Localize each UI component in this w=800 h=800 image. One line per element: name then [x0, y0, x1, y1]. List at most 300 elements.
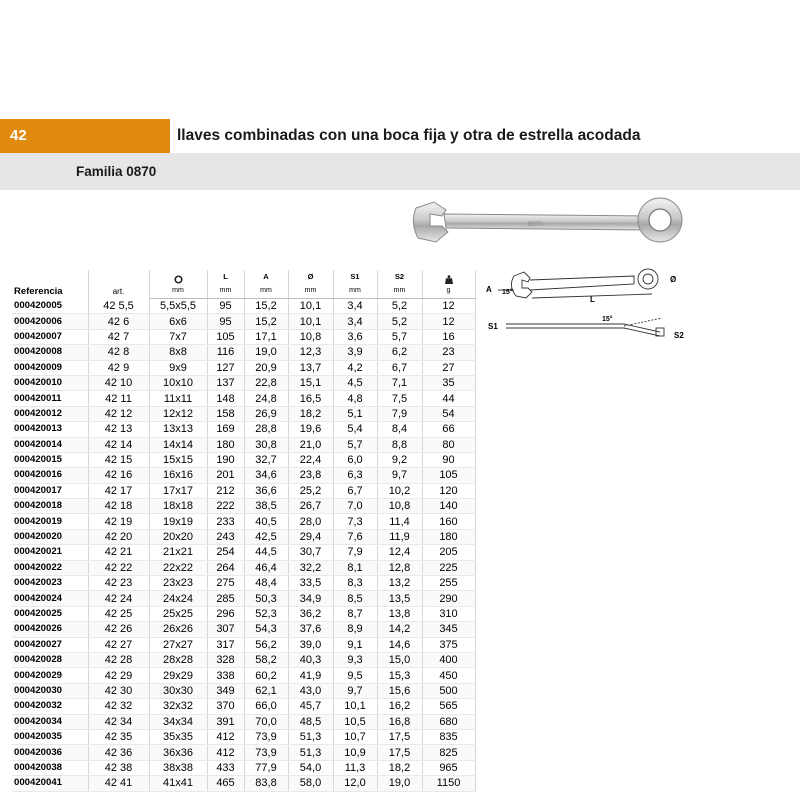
cell-weight: 400: [422, 652, 475, 667]
cell-s2: 15,6: [377, 683, 422, 698]
cell-d: 39,0: [288, 637, 333, 652]
cell-size: 29x29: [149, 668, 207, 683]
cell-d: 22,4: [288, 452, 333, 467]
cell-s1: 4,8: [333, 391, 377, 406]
header-d-label: Ø: [307, 272, 314, 281]
cell-weight: 205: [422, 545, 475, 560]
cell-referencia: 000420032: [12, 699, 88, 714]
cell-size: 27x27: [149, 637, 207, 652]
table-row: [12, 576, 475, 591]
cell-art: 42 7: [88, 329, 149, 344]
header-s2: [377, 270, 422, 284]
cell-s2: 9,7: [377, 468, 422, 483]
header-s1-label: S1: [350, 272, 360, 281]
diagram-label-a: A: [486, 285, 492, 294]
cell-l: 95: [207, 314, 244, 329]
cell-referencia: 000420019: [12, 514, 88, 529]
cell-a: 17,1: [244, 329, 288, 344]
cell-referencia: 000420035: [12, 729, 88, 744]
header-a: [244, 270, 288, 284]
cell-s2: 14,2: [377, 622, 422, 637]
cell-size: 8x8: [149, 345, 207, 360]
cell-a: 56,2: [244, 637, 288, 652]
cell-weight: 120: [422, 483, 475, 498]
svg-text:BETA: BETA: [528, 222, 544, 228]
cell-s1: 11,3: [333, 760, 377, 775]
cell-size: 26x26: [149, 622, 207, 637]
cell-a: 22,8: [244, 375, 288, 390]
table-row: [12, 622, 475, 637]
cell-s2: 12,4: [377, 545, 422, 560]
cell-art: 42 18: [88, 499, 149, 514]
cell-l: 264: [207, 560, 244, 575]
cell-d: 33,5: [288, 576, 333, 591]
cell-s1: 7,0: [333, 499, 377, 514]
cell-s1: 3,4: [333, 299, 377, 314]
section-number: 42: [0, 119, 170, 153]
cell-s1: 9,1: [333, 637, 377, 652]
cell-weight: 12: [422, 299, 475, 314]
table-row: [12, 345, 475, 360]
cell-size: 16x16: [149, 468, 207, 483]
cell-l: 169: [207, 422, 244, 437]
cell-referencia: 000420020: [12, 529, 88, 544]
cell-art: 42 27: [88, 637, 149, 652]
cell-weight: 23: [422, 345, 475, 360]
cell-weight: 825: [422, 745, 475, 760]
header-a-unit: mm: [260, 287, 272, 294]
cell-d: 10,1: [288, 299, 333, 314]
cell-s1: 5,4: [333, 422, 377, 437]
cell-a: 46,4: [244, 560, 288, 575]
table-row: [12, 452, 475, 467]
cell-s2: 9,2: [377, 452, 422, 467]
cell-art: 42 9: [88, 360, 149, 375]
cell-a: 24,8: [244, 391, 288, 406]
cell-referencia: 000420018: [12, 499, 88, 514]
cell-d: 28,0: [288, 514, 333, 529]
cell-d: 12,3: [288, 345, 333, 360]
table-row: [12, 406, 475, 421]
cell-s1: 7,6: [333, 529, 377, 544]
table-row: [12, 745, 475, 760]
cell-art: 42 35: [88, 729, 149, 744]
cell-s1: 10,9: [333, 745, 377, 760]
cell-referencia: 000420028: [12, 652, 88, 667]
cell-l: 412: [207, 729, 244, 744]
cell-size: 35x35: [149, 729, 207, 744]
cell-referencia: 000420008: [12, 345, 88, 360]
wrench-photo: [408, 196, 688, 251]
cell-weight: 1150: [422, 776, 475, 791]
cell-l: 412: [207, 745, 244, 760]
cell-l: 465: [207, 776, 244, 791]
cell-s2: 11,9: [377, 529, 422, 544]
cell-referencia: 000420026: [12, 622, 88, 637]
table-row: [12, 652, 475, 667]
cell-art: 42 13: [88, 422, 149, 437]
cell-art: 42 23: [88, 576, 149, 591]
cell-d: 10,1: [288, 314, 333, 329]
table-row: [12, 683, 475, 698]
table-row: [12, 299, 475, 314]
cell-art: 42 34: [88, 714, 149, 729]
cell-d: 51,3: [288, 729, 333, 744]
table-row: [12, 668, 475, 683]
cell-s1: 3,9: [333, 345, 377, 360]
cell-l: 285: [207, 591, 244, 606]
cell-art: 42 24: [88, 591, 149, 606]
cell-l: 349: [207, 683, 244, 698]
cell-l: 105: [207, 329, 244, 344]
cell-size: 34x34: [149, 714, 207, 729]
cell-s1: 9,5: [333, 668, 377, 683]
cell-s1: 4,2: [333, 360, 377, 375]
cell-s2: 6,7: [377, 360, 422, 375]
cell-size: 25x25: [149, 606, 207, 621]
cell-s1: 8,7: [333, 606, 377, 621]
cell-d: 58,0: [288, 776, 333, 791]
cell-s1: 5,7: [333, 437, 377, 452]
cell-size: 9x9: [149, 360, 207, 375]
spec-table: [12, 270, 476, 792]
cell-s2: 11,4: [377, 514, 422, 529]
cell-d: 30,7: [288, 545, 333, 560]
cell-referencia: 000420011: [12, 391, 88, 406]
cell-s1: 10,1: [333, 699, 377, 714]
header-s2-label: S2: [394, 272, 405, 281]
cell-d: 48,5: [288, 714, 333, 729]
header-l-unit: mm: [219, 287, 232, 294]
cell-referencia: 000420038: [12, 760, 88, 775]
table-row: [12, 437, 475, 452]
cell-s1: 4,5: [333, 375, 377, 390]
table-row: [12, 591, 475, 606]
cell-l: 95: [207, 299, 244, 314]
cell-referencia: 000420023: [12, 576, 88, 591]
header-a-label: A: [263, 272, 269, 281]
family-label: Familia 0870: [76, 164, 157, 179]
cell-size: 18x18: [149, 499, 207, 514]
cell-s1: 6,0: [333, 452, 377, 467]
cell-s1: 10,5: [333, 714, 377, 729]
diagram-label-angle-side: 15°: [602, 316, 613, 323]
cell-weight: 290: [422, 591, 475, 606]
cell-weight: 255: [422, 576, 475, 591]
cell-art: 42 6: [88, 314, 149, 329]
cell-size: 23x23: [149, 576, 207, 591]
table-row: [12, 329, 475, 344]
wrench-diagram: [484, 258, 700, 358]
cell-s2: 13,5: [377, 591, 422, 606]
cell-d: 25,2: [288, 483, 333, 498]
cell-size: 41x41: [149, 776, 207, 791]
cell-art: 42 10: [88, 375, 149, 390]
cell-weight: 80: [422, 437, 475, 452]
cell-art: 42 16: [88, 468, 149, 483]
cell-s2: 10,8: [377, 499, 422, 514]
diagram-label-diameter: Ø: [670, 275, 677, 284]
cell-weight: 105: [422, 468, 475, 483]
cell-weight: 160: [422, 514, 475, 529]
cell-weight: 90: [422, 452, 475, 467]
cell-l: 317: [207, 637, 244, 652]
cell-a: 19,0: [244, 345, 288, 360]
cell-s2: 17,5: [377, 729, 422, 744]
cell-s2: 8,4: [377, 422, 422, 437]
cell-weight: 140: [422, 499, 475, 514]
cell-l: 148: [207, 391, 244, 406]
cell-s1: 9,7: [333, 683, 377, 698]
cell-referencia: 000420005: [12, 299, 88, 314]
cell-l: 275: [207, 576, 244, 591]
table-row: [12, 391, 475, 406]
cell-s1: 7,9: [333, 545, 377, 560]
cell-a: 38,5: [244, 499, 288, 514]
cell-s2: 5,2: [377, 314, 422, 329]
cell-weight: 565: [422, 699, 475, 714]
cell-d: 37,6: [288, 622, 333, 637]
header-size-unit: mm: [172, 287, 184, 294]
header-weight: [422, 270, 475, 284]
cell-d: 51,3: [288, 745, 333, 760]
table-row: [12, 729, 475, 744]
table-row: [12, 360, 475, 375]
cell-l: 190: [207, 452, 244, 467]
cell-s1: 8,1: [333, 560, 377, 575]
cell-art: 42 36: [88, 745, 149, 760]
cell-s1: 12,0: [333, 776, 377, 791]
cell-referencia: 000420015: [12, 452, 88, 467]
cell-l: 212: [207, 483, 244, 498]
cell-referencia: 000420025: [12, 606, 88, 621]
cell-a: 44,5: [244, 545, 288, 560]
cell-s1: 7,3: [333, 514, 377, 529]
cell-d: 15,1: [288, 375, 333, 390]
cell-a: 70,0: [244, 714, 288, 729]
header-s1: [333, 270, 377, 284]
cell-referencia: 000420036: [12, 745, 88, 760]
cell-a: 40,5: [244, 514, 288, 529]
header-size: [149, 270, 207, 284]
cell-s2: 15,3: [377, 668, 422, 683]
cell-weight: 965: [422, 760, 475, 775]
cell-l: 391: [207, 714, 244, 729]
cell-a: 42,5: [244, 529, 288, 544]
cell-d: 29,4: [288, 529, 333, 544]
cell-art: 42 29: [88, 668, 149, 683]
cell-l: 127: [207, 360, 244, 375]
cell-a: 36,6: [244, 483, 288, 498]
cell-size: 21x21: [149, 545, 207, 560]
header-d: [288, 270, 333, 284]
cell-referencia: 000420016: [12, 468, 88, 483]
cell-size: 17x17: [149, 483, 207, 498]
table-row: [12, 760, 475, 775]
cell-referencia: 000420027: [12, 637, 88, 652]
cell-d: 13,7: [288, 360, 333, 375]
weight-icon: [445, 275, 453, 284]
cell-art: 42 25: [88, 606, 149, 621]
cell-a: 20,9: [244, 360, 288, 375]
table-row: [12, 699, 475, 714]
cell-size: 19x19: [149, 514, 207, 529]
cell-a: 73,9: [244, 729, 288, 744]
cell-size: 38x38: [149, 760, 207, 775]
spec-table-body: [12, 299, 475, 792]
cell-s2: 5,7: [377, 329, 422, 344]
cell-d: 16,5: [288, 391, 333, 406]
nut-icon: [174, 275, 183, 284]
cell-referencia: 000420041: [12, 776, 88, 791]
table-row: [12, 314, 475, 329]
cell-a: 28,8: [244, 422, 288, 437]
cell-weight: 450: [422, 668, 475, 683]
cell-weight: 44: [422, 391, 475, 406]
cell-s2: 19,0: [377, 776, 422, 791]
table-row: [12, 375, 475, 390]
header-referencia: Referencia: [12, 270, 88, 299]
cell-s1: 8,5: [333, 591, 377, 606]
cell-s1: 6,3: [333, 468, 377, 483]
cell-s1: 8,3: [333, 576, 377, 591]
header-s1-unit: mm: [349, 287, 361, 294]
cell-a: 15,2: [244, 299, 288, 314]
cell-art: 42 21: [88, 545, 149, 560]
cell-l: 201: [207, 468, 244, 483]
cell-d: 23,8: [288, 468, 333, 483]
table-row: [12, 483, 475, 498]
table-row: [12, 776, 475, 791]
diagram-label-l: L: [590, 295, 595, 304]
cell-d: 54,0: [288, 760, 333, 775]
cell-size: 30x30: [149, 683, 207, 698]
cell-referencia: 000420021: [12, 545, 88, 560]
cell-l: 254: [207, 545, 244, 560]
diagram-label-s1: S1: [488, 322, 498, 331]
cell-size: 22x22: [149, 560, 207, 575]
cell-s1: 6,7: [333, 483, 377, 498]
cell-s2: 7,5: [377, 391, 422, 406]
cell-d: 18,2: [288, 406, 333, 421]
cell-weight: 27: [422, 360, 475, 375]
cell-d: 41,9: [288, 668, 333, 683]
cell-s2: 13,2: [377, 576, 422, 591]
cell-d: 34,9: [288, 591, 333, 606]
cell-art: 42 20: [88, 529, 149, 544]
cell-d: 40,3: [288, 652, 333, 667]
cell-s1: 5,1: [333, 406, 377, 421]
header-s2-unit: mm: [393, 287, 406, 294]
cell-l: 243: [207, 529, 244, 544]
cell-size: 5,5x5,5: [149, 299, 207, 314]
cell-size: 20x20: [149, 529, 207, 544]
cell-d: 45,7: [288, 699, 333, 714]
cell-size: 24x24: [149, 591, 207, 606]
cell-referencia: 000420010: [12, 375, 88, 390]
cell-weight: 375: [422, 637, 475, 652]
cell-art: 42 19: [88, 514, 149, 529]
cell-art: 42 12: [88, 406, 149, 421]
cell-size: 7x7: [149, 329, 207, 344]
table-row: [12, 606, 475, 621]
cell-a: 15,2: [244, 314, 288, 329]
cell-s2: 7,9: [377, 406, 422, 421]
cell-art: 42 22: [88, 560, 149, 575]
table-row: [12, 529, 475, 544]
cell-referencia: 000420024: [12, 591, 88, 606]
cell-size: 13x13: [149, 422, 207, 437]
cell-weight: 16: [422, 329, 475, 344]
cell-l: 158: [207, 406, 244, 421]
cell-a: 34,6: [244, 468, 288, 483]
cell-referencia: 000420022: [12, 560, 88, 575]
table-row: [12, 499, 475, 514]
cell-weight: 225: [422, 560, 475, 575]
cell-s2: 18,2: [377, 760, 422, 775]
cell-art: 42 26: [88, 622, 149, 637]
cell-a: 66,0: [244, 699, 288, 714]
cell-referencia: 000420029: [12, 668, 88, 683]
table-row: [12, 422, 475, 437]
cell-s2: 14,6: [377, 637, 422, 652]
cell-l: 370: [207, 699, 244, 714]
cell-weight: 680: [422, 714, 475, 729]
cell-art: 42 17: [88, 483, 149, 498]
cell-a: 62,1: [244, 683, 288, 698]
cell-l: 338: [207, 668, 244, 683]
table-row: [12, 560, 475, 575]
cell-s1: 3,4: [333, 314, 377, 329]
cell-s2: 15,0: [377, 652, 422, 667]
cell-art: 42 8: [88, 345, 149, 360]
table-row: [12, 514, 475, 529]
diagram-label-angle-top: 15°: [502, 289, 513, 296]
cell-a: 77,9: [244, 760, 288, 775]
header-l: [207, 270, 244, 284]
cell-s2: 5,2: [377, 299, 422, 314]
cell-d: 26,7: [288, 499, 333, 514]
cell-size: 6x6: [149, 314, 207, 329]
header-d-unit: mm: [304, 287, 317, 294]
cell-art: 42 30: [88, 683, 149, 698]
cell-referencia: 000420013: [12, 422, 88, 437]
cell-s2: 6,2: [377, 345, 422, 360]
cell-d: 36,2: [288, 606, 333, 621]
table-row: [12, 468, 475, 483]
cell-a: 26,9: [244, 406, 288, 421]
cell-size: 15x15: [149, 452, 207, 467]
cell-art: 42 14: [88, 437, 149, 452]
cell-a: 83,8: [244, 776, 288, 791]
cell-d: 19,6: [288, 422, 333, 437]
cell-weight: 35: [422, 375, 475, 390]
cell-size: 36x36: [149, 745, 207, 760]
header-l-label: L: [223, 272, 228, 281]
cell-d: 32,2: [288, 560, 333, 575]
cell-l: 116: [207, 345, 244, 360]
table-row: [12, 714, 475, 729]
table-row: [12, 637, 475, 652]
cell-size: 28x28: [149, 652, 207, 667]
cell-art: 42 11: [88, 391, 149, 406]
cell-art: 42 28: [88, 652, 149, 667]
cell-weight: 12: [422, 314, 475, 329]
cell-size: 12x12: [149, 406, 207, 421]
cell-weight: 180: [422, 529, 475, 544]
cell-weight: 345: [422, 622, 475, 637]
cell-a: 50,3: [244, 591, 288, 606]
